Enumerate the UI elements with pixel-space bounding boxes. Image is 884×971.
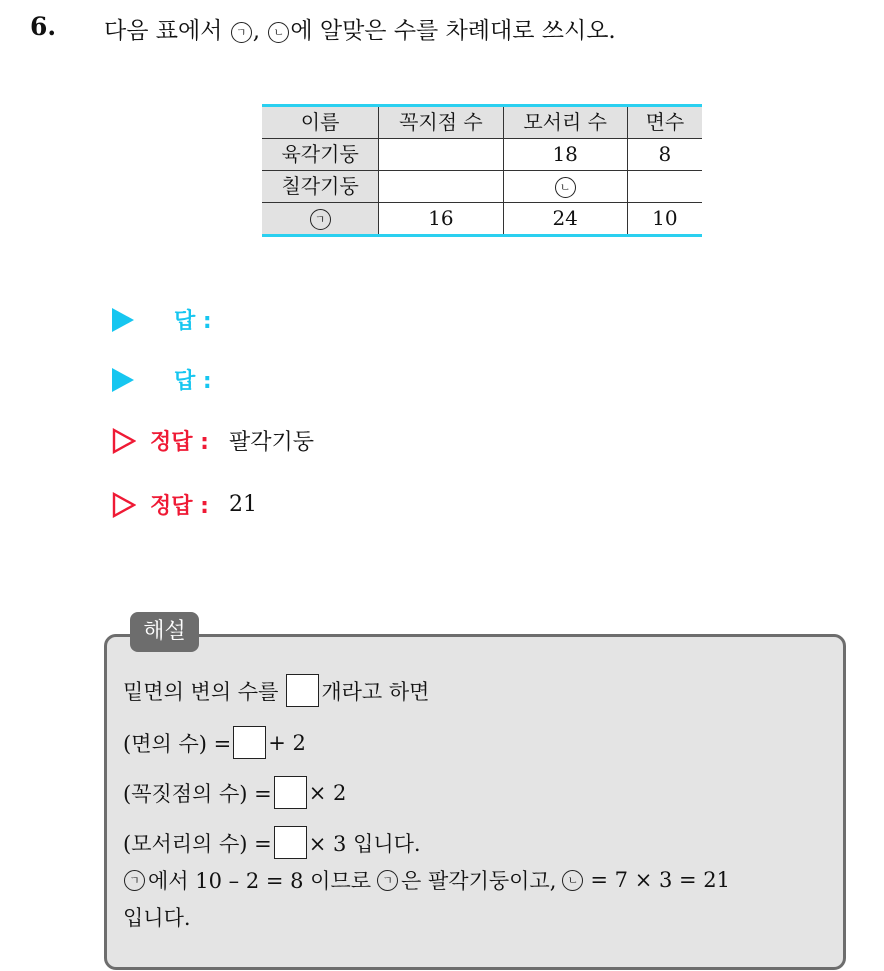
mark-a: ㄱ [377,870,398,891]
correct-label: 정답 : [150,494,209,519]
explanation-text: (꼭짓점의 수) = [123,781,272,806]
table-cell-vertices [379,171,503,203]
table-header: 면수 [627,106,702,139]
explanation-text: = 7 × 3 = 21 [590,868,730,892]
explanation-line [123,902,191,932]
mark-a: ㄱ [231,22,252,43]
explanation-line [123,674,429,707]
correct-answer-1 [112,425,314,456]
explanation-text: × 2 [308,780,347,805]
table-header: 꼭지점 수 [379,106,503,139]
table-cell-edges: 24 [503,203,627,236]
blank-box [274,776,307,809]
explanation-text: 입니다. [123,906,191,930]
explanation-text: 밑면의 변의 수를 [123,679,279,704]
explanation-tag: 해설 [130,612,199,652]
table-row [262,171,702,203]
blank-box [274,826,307,859]
explanation-text: × 3 입니다. [308,831,421,856]
explanation-line [123,826,421,859]
explanation-text: 은 팔각기둥이고, [401,869,557,893]
correct-value: 21 [228,492,257,517]
table-row [262,139,702,171]
table-cell-edges: 18 [503,139,627,171]
table-header: 모서리 수 [503,106,627,139]
mark-b: ㄴ [562,870,583,891]
correct-value: 팔각기둥 [228,430,314,455]
explanation-text: (모서리의 수) = [123,831,272,856]
answer-line-2 [112,364,212,395]
blank-box [286,674,319,707]
table-header-row [262,106,702,139]
answer-label: 답 : [174,309,212,334]
table-cell-name: 칠각기둥 [262,171,379,203]
table-cell-name [262,203,379,236]
answer-label: 답 : [174,369,212,394]
mark-b: ㄴ [268,22,289,43]
filled-triangle-icon [112,368,134,392]
explanation-text: 에서 10 – 2 = 8 이므로 [148,869,372,893]
blank-box [233,726,266,759]
correct-answer-2 [112,489,257,520]
outline-triangle-icon [112,492,136,518]
question-text-after: 에 알맞은 수를 차례대로 쓰시오. [290,18,616,44]
correct-label: 정답 : [150,430,209,455]
question-text [104,12,616,45]
explanation-line [123,776,346,809]
table-cell-faces: 10 [627,203,702,236]
explanation-line [123,865,730,895]
table-cell-name: 육각기둥 [262,139,379,171]
table-cell-vertices: 16 [379,203,503,236]
mark-a: ㄱ [124,870,145,891]
table-cell-faces: 8 [627,139,702,171]
explanation-text: + 2 [268,730,306,755]
explanation-line [123,726,306,759]
table-header: 이름 [262,106,379,139]
explanation-text: 개라고 하면 [321,679,430,704]
answer-line-1 [112,304,212,335]
mark-b: ㄴ [555,177,576,198]
filled-triangle-icon [112,308,134,332]
explanation-text: (면의 수) = [123,731,232,756]
prism-table [262,104,702,237]
mark-a: ㄱ [310,209,331,230]
table-row [262,203,702,236]
question-text-sep: , [252,18,268,44]
table-cell-vertices [379,139,503,171]
question-text-before: 다음 표에서 [104,18,230,44]
table-cell-faces [627,171,702,203]
table-cell-edges [503,171,627,203]
outline-triangle-icon [112,428,136,454]
question-number: 6. [30,12,57,41]
